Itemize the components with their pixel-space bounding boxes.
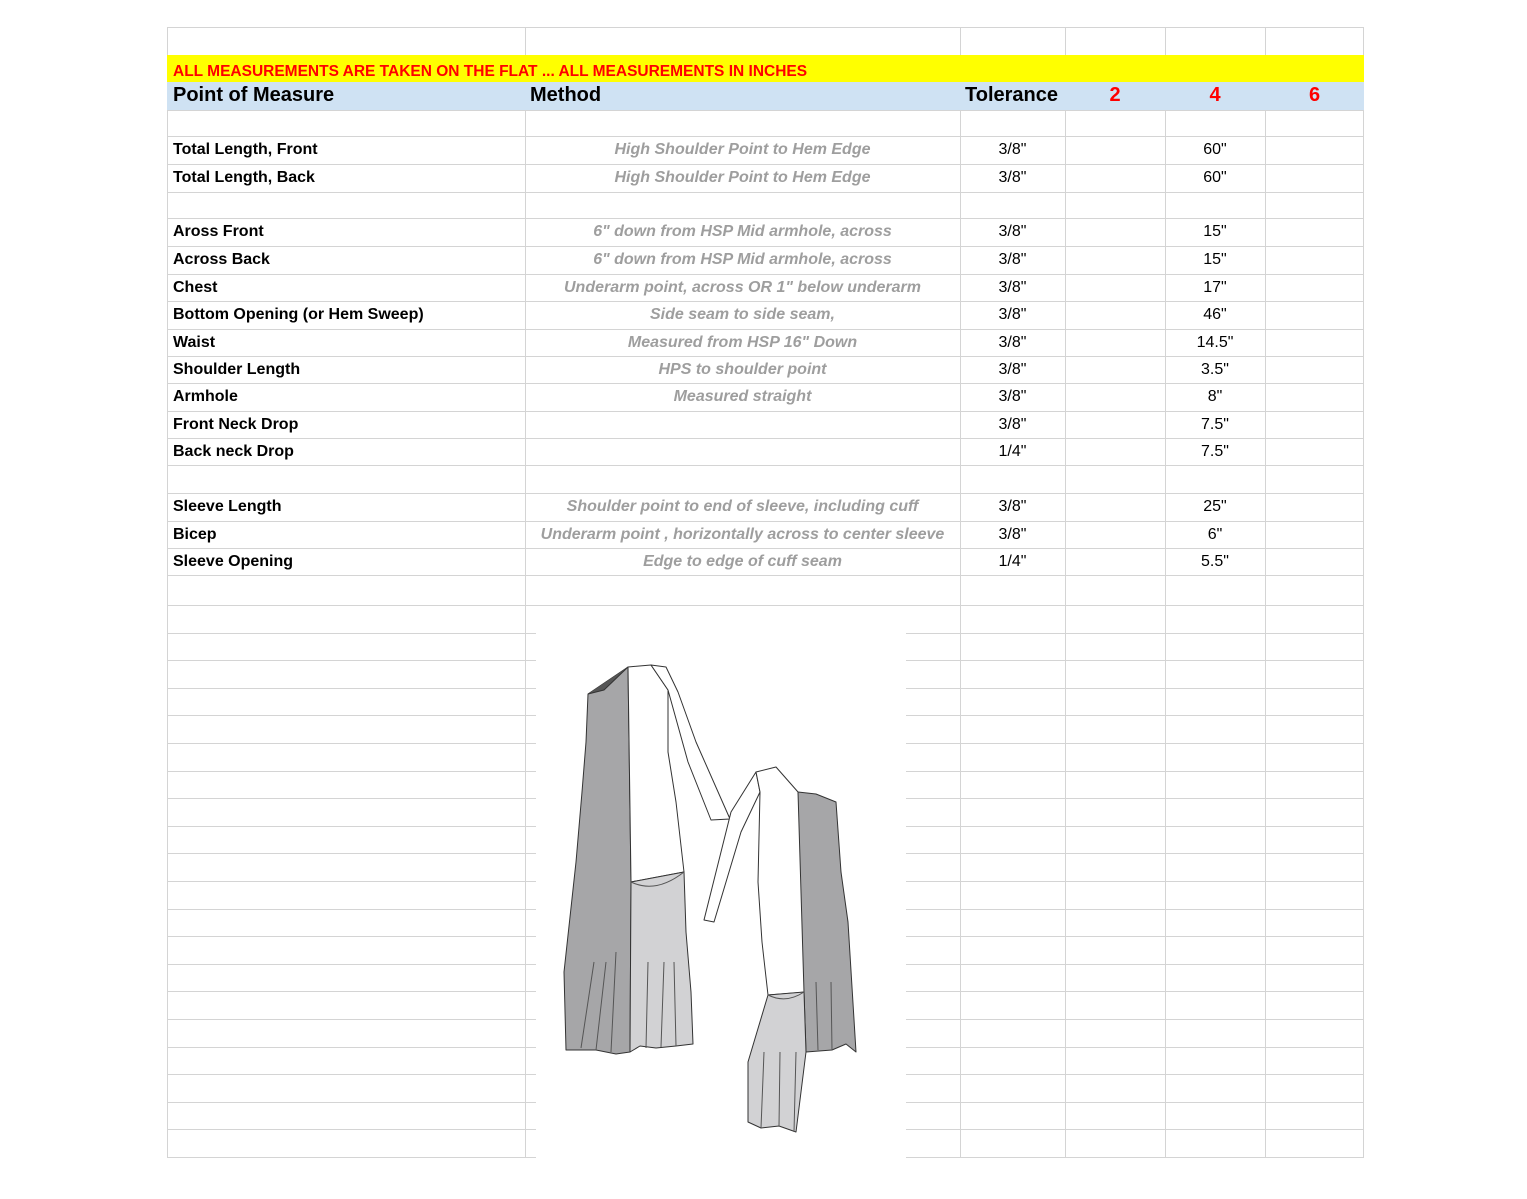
- table-row: [167, 548, 1364, 575]
- table-row: [167, 301, 1364, 329]
- point-of-measure-cell: Front Neck Drop: [173, 416, 299, 433]
- point-of-measure-cell: Total Length, Back: [173, 169, 315, 186]
- tolerance-cell: 3/8": [998, 251, 1027, 268]
- size-4-value-cell: 15": [1203, 251, 1227, 268]
- tolerance-cell: 3/8": [998, 498, 1027, 515]
- method-cell: Side seam to side seam,: [650, 306, 835, 323]
- point-of-measure-cell: Bicep: [173, 526, 217, 543]
- table-row: [167, 356, 1364, 383]
- size-4-value-cell: 6": [1207, 526, 1223, 543]
- table-row: [167, 383, 1364, 411]
- size-4-value-cell: 7.5": [1201, 416, 1229, 433]
- tolerance-cell: 3/8": [998, 416, 1027, 433]
- point-of-measure-cell: Across Back: [173, 251, 270, 268]
- table-row: [167, 164, 1364, 192]
- tolerance-cell: 1/4": [998, 553, 1027, 570]
- tolerance-cell: 3/8": [998, 334, 1027, 351]
- method-cell: [525, 438, 960, 465]
- method-cell: Shoulder point to end of sleeve, including cuff: [566, 498, 919, 515]
- header-size-4: 4: [1209, 84, 1221, 106]
- tolerance-cell: 3/8": [998, 306, 1027, 323]
- method-cell: Underarm point , horizontally across to center sleeve: [540, 526, 945, 543]
- point-of-measure-cell: Sleeve Opening: [173, 553, 294, 570]
- method-cell: High Shoulder Point to Hem Edge: [614, 141, 871, 158]
- table-row: [167, 521, 1364, 548]
- table-row: [167, 218, 1364, 246]
- method-cell: High Shoulder Point to Hem Edge: [614, 169, 871, 186]
- method-cell: [525, 411, 960, 438]
- size-4-value-cell: 14.5": [1196, 334, 1234, 351]
- size-4-value-cell: 46": [1203, 306, 1227, 323]
- size-4-value-cell: 60": [1203, 169, 1227, 186]
- dress-sketch: [536, 632, 906, 1158]
- measurement-note-banner: [167, 55, 1364, 82]
- table-row: [167, 411, 1364, 438]
- point-of-measure-cell: Shoulder Length: [173, 361, 301, 378]
- table-row: [167, 274, 1364, 301]
- tolerance-cell: 3/8": [998, 526, 1027, 543]
- table-row: [167, 246, 1364, 274]
- point-of-measure-cell: Armhole: [173, 388, 238, 405]
- point-of-measure-cell: Aross Front: [173, 223, 264, 240]
- size-4-value-cell: 60": [1203, 141, 1227, 158]
- dress-flat-sketch: [536, 632, 906, 1158]
- header-tolerance: Tolerance: [965, 84, 1058, 106]
- table-row: [167, 493, 1364, 521]
- header-size-2: 2: [1109, 84, 1121, 106]
- size-4-value-cell: 3.5": [1201, 361, 1229, 378]
- banner-text: ALL MEASUREMENTS ARE TAKEN ON THE FLAT ... ALL MEASUREMENTS IN INCHES: [173, 63, 808, 80]
- table-row: [167, 136, 1364, 164]
- header-method: Method: [530, 84, 602, 106]
- table-row: [167, 438, 1364, 465]
- method-cell: Underarm point, across OR 1" below underarm: [564, 279, 921, 296]
- size-4-value-cell: 8": [1207, 388, 1223, 405]
- point-of-measure-cell: Sleeve Length: [173, 498, 282, 515]
- size-4-value-cell: 25": [1203, 498, 1227, 515]
- tolerance-cell: 3/8": [998, 361, 1027, 378]
- method-cell: Edge to edge of cuff seam: [643, 553, 842, 570]
- method-cell: 6" down from HSP Mid armhole, across: [593, 223, 892, 240]
- size-4-value-cell: 15": [1203, 223, 1227, 240]
- method-cell: 6" down from HSP Mid armhole, across: [593, 251, 892, 268]
- point-of-measure-cell: Chest: [173, 279, 218, 296]
- tolerance-cell: 3/8": [998, 141, 1027, 158]
- tolerance-cell: 3/8": [998, 223, 1027, 240]
- point-of-measure-cell: Waist: [173, 334, 216, 351]
- point-of-measure-cell: Back neck Drop: [173, 443, 294, 460]
- method-cell: Measured straight: [673, 388, 812, 405]
- spec-sheet: [167, 27, 1364, 1158]
- method-cell: HPS to shoulder point: [658, 361, 827, 378]
- tolerance-cell: 3/8": [998, 279, 1027, 296]
- method-cell: Measured from HSP 16" Down: [627, 334, 858, 351]
- point-of-measure-cell: Total Length, Front: [173, 141, 318, 158]
- tolerance-cell: 1/4": [998, 443, 1027, 460]
- size-4-value-cell: 7.5": [1201, 443, 1229, 460]
- tolerance-cell: 3/8": [998, 169, 1027, 186]
- size-4-value-cell: 17": [1203, 279, 1227, 296]
- header-point-of-measure: Point of Measure: [173, 84, 335, 106]
- point-of-measure-cell: Bottom Opening (or Hem Sweep): [173, 306, 424, 323]
- header-size-6: 6: [1308, 84, 1321, 106]
- table-row: [167, 329, 1364, 356]
- header-row: [167, 82, 1364, 110]
- size-4-value-cell: 5.5": [1201, 553, 1229, 570]
- tolerance-cell: 3/8": [998, 388, 1027, 405]
